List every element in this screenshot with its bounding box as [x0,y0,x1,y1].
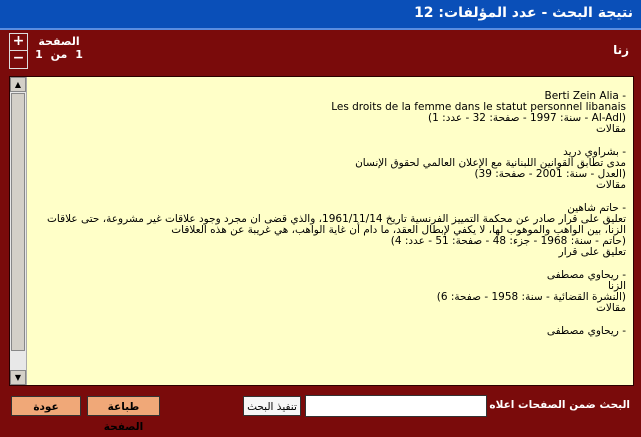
scroll-thumb[interactable] [11,93,25,351]
result-line: Les droits de la femme dans le statut personnel libanais [331,102,626,113]
page-stepper[interactable] [9,33,28,69]
plus-icon[interactable]: + [10,34,27,51]
page-current: 1 [75,48,83,61]
result-line: (العدل - سنة: 2001 - صفحة: 39) [474,169,626,180]
page-total: 1 [35,48,43,61]
back-button[interactable]: عودة [11,396,81,416]
search-input[interactable] [305,395,487,417]
search-label: البحث ضمن الصفحات اعلاه عن: [464,399,630,411]
result-entry[interactable] [30,326,626,337]
search-subject: زنا [613,43,629,57]
result-line: (حاتم - سنة: 1968 - جزء: 48 - صفحة: 51 - عدد: 4) [390,236,626,247]
result-line: مقالات [595,303,626,314]
result-line: تعليق على قرار صادر عن محكمة التمييز الفرنسية تاريخ 1961/11/14، والذي قضى أن مجرد وجود علاقات غير مشروعة، حتى علاقات الزنا، بين الواهب والموهوب لها، لا يكفي لإبطال العقد، ما دام أن غاية الواهب، هي غريبة عن هذه العلاقات [47,214,626,236]
results-list [30,91,626,349]
scroll-up-icon[interactable]: ▲ [10,77,26,92]
results-header [0,30,641,72]
result-line: - حاتم شاهين [567,203,626,214]
result-entry[interactable] [30,147,626,191]
result-entry[interactable] [30,270,626,314]
result-line: - ريحاوي مصطفى [546,270,626,281]
footer-bar [0,390,641,433]
result-line: الزنا [607,281,626,292]
print-page-button[interactable]: طباعة الصفحة [87,396,160,416]
minus-icon[interactable]: − [12,50,25,66]
result-line: مدى تطابق القوانين اللبنانية مع الإعلان العالمي لحقوق الإنسان [355,158,626,169]
vertical-scrollbar[interactable] [10,77,27,385]
result-entry[interactable] [30,91,626,135]
result-line: - ريحاوي مصطفى [546,326,626,337]
result-line: (النشرة القضائية - سنة: 1958 - صفحة: 6) [436,292,626,303]
page-of-label: من [50,48,68,61]
page-label: الصفحة [38,35,80,48]
result-line: - بشراوي دريد [563,147,626,158]
scroll-down-icon[interactable]: ▼ [10,370,26,385]
result-entry[interactable] [30,203,626,258]
window-titlebar [0,0,641,30]
result-line: مقالات [595,180,626,191]
execute-search-button[interactable]: تنفيذ البحث [243,396,301,416]
window-title: نتيجة البحث - عدد المؤلفات: 12 [414,5,633,21]
results-panel [9,76,634,386]
page-indicator [30,35,88,61]
page-numbers [30,48,88,61]
result-line: (Al-Adl - سنة: 1997 - صفحة: 32 - عدد: 1) [428,113,626,124]
result-line: تعليق على قرار [558,247,626,258]
result-line: - Berti Zein Alia [544,91,626,102]
result-line: مقالات [595,124,626,135]
